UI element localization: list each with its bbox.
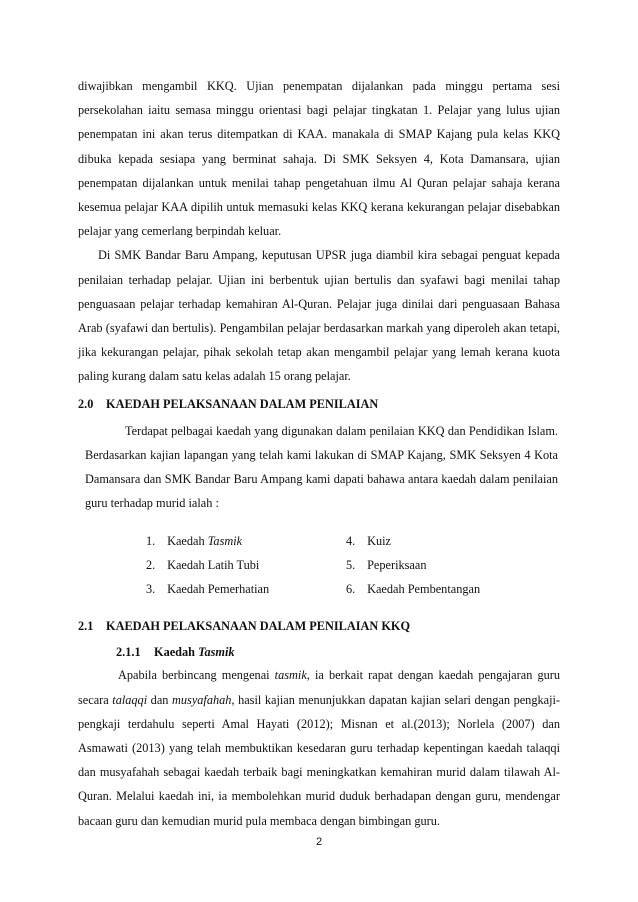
section-heading-2-0 (78, 393, 560, 415)
page-number: 2 (315, 836, 323, 848)
list-item: 1. Kaedah Tasmik (146, 534, 243, 549)
subsection-heading-2-1-1 (78, 641, 560, 663)
paragraph-placement-test: diwajibkan mengambil KKQ. Ujian penempatan dijalankan pada minggu pertama sesi persekolahan iaitu semasa minggu orientasi bagi pelajar tingkatan 1. Pelajar yang lulus ujian penempatan ini akan terus ditempatkan di KAA. manakala di SMAP Kajang pula kelas KKQ dibuka kepada sesiapa yang berminat sahaja. Di SMK Seksyen 4, Kota Damansara, ujian penempatan dijalankan untuk menilai tahap pengetahuan ilmu Al Quran pelajar sahaja kerana kesemua pelajar KAA dipilih untuk memasuki kelas KKQ kerana kekurangan pelajar disebabkan pelajar yang cemerlang berpindah keluar. (78, 79, 560, 239)
list-item: 2. Kaedah Latih Tubi (146, 558, 260, 573)
list-item: 3. Kaedah Pemerhatian (146, 582, 270, 597)
paragraph-methods-intro: Terdapat pelbagai kaedah yang digunakan dalam penilaian KKQ dan Pendidikan Islam. Berdasarkan kajian lapangan yang telah kami lakukan di SMAP Kajang, SMK Seksyen 4 Kota Damansara dan SMK Bandar Baru Ampang kami dapati bahawa antara kaedah dalam penilaian guru terhadap murid ialah : (85, 423, 558, 511)
paragraph-ampang: Di SMK Bandar Baru Ampang, keputusan UPSR juga diambil kira sebagai penguat kepada penilaian terhadap pelajar. Ujian ini berbentuk ujian bertulis dan syafawi bagi menilai tahap penguasaan pelajar terhadap kemahiran Al-Quran. Pelajar juga dinilai dari penguasaan Bahasa Arab (syafawi dan bertulis). Pengambilan pelajar berdasarkan markah yang diperoleh akan tetapi, jika kekurangan pelajar, pihak sekolah tetap akan mengambil pelajar yang lemah kerana kuota paling kurang dalam satu kelas adalah 15 orang pelajar. (78, 248, 560, 384)
section-number: 2.1 (78, 619, 94, 634)
methods-intro-block (78, 419, 560, 516)
section-heading-2-1 (78, 615, 560, 637)
list-item: 4. Kuiz (346, 534, 391, 549)
methods-list (78, 529, 560, 601)
subsection-title: Kaedah (154, 645, 199, 660)
page-content (78, 74, 560, 833)
paragraph-tasmik: Apabila berbincang mengenai tasmik, ia berkait rapat dengan kaedah pengajaran guru secara talaqqi dan musyafahah, hasil kajian menunjukkan dapatan kajian selari dengan pengkaji-pengkaji terdahulu seperti Amal Hayati (2012); Misnan et al.(2013); Norlela (2007) dan Asmawati (2013) yang telah membuktikan kesedaran guru terhadap kepentingan kaedah talaqqi dan musyafahah sebagai kaedah terbaik bagi meningkatkan kemahiran murid dalam tilawah Al-Quran. Melalui kaedah ini, ia membolehkan murid duduk berhadapan dengan guru, mendengar bacaan guru dan kemudian murid pula membaca dengan bimbingan guru. (78, 668, 561, 828)
section-title: KAEDAH PELAKSANAAN DALAM PENILAIAN KKQ (106, 619, 411, 634)
section-title: KAEDAH PELAKSANAAN DALAM PENILAIAN (106, 396, 379, 411)
section-number: 2.0 (78, 396, 94, 411)
list-item: 5. Peperiksaan (346, 558, 427, 573)
subsection-title-italic: Tasmik (198, 645, 235, 660)
subsection-number: 2.1.1 (116, 645, 141, 660)
list-item: 6. Kaedah Pembentangan (346, 582, 481, 597)
